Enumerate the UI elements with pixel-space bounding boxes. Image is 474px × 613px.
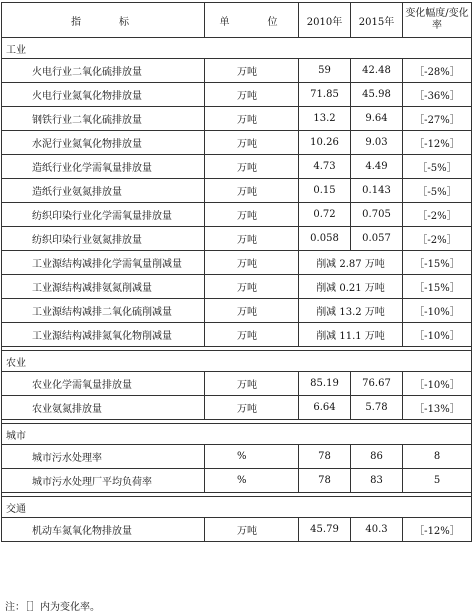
indicator-cell: 造纸行业氨氮排放量 bbox=[2, 179, 205, 203]
header-2015: 2015年 bbox=[351, 3, 403, 38]
rate-cell: ［-27%］ bbox=[403, 107, 472, 131]
unit-cell: 万吨 bbox=[205, 179, 299, 203]
rate-cell: ［-10%］ bbox=[403, 372, 472, 396]
unit-cell: 万吨 bbox=[205, 83, 299, 107]
rate-cell: ［-5%］ bbox=[403, 179, 472, 203]
value-2015-cell: 86 bbox=[351, 445, 403, 469]
rate-cell: ［-12%］ bbox=[403, 518, 472, 542]
table-row bbox=[2, 275, 472, 299]
rate-cell: ［-5%］ bbox=[403, 155, 472, 179]
unit-cell: 万吨 bbox=[205, 372, 299, 396]
unit-cell: 万吨 bbox=[205, 227, 299, 251]
value-2010-cell: 71.85 bbox=[299, 83, 351, 107]
unit-cell: 万吨 bbox=[205, 107, 299, 131]
indicator-cell: 火电行业二氧化硫排放量 bbox=[2, 59, 205, 83]
value-2015-cell: 42.48 bbox=[351, 59, 403, 83]
header-indicator: 指 标 bbox=[2, 3, 205, 38]
value-2015-cell: 4.49 bbox=[351, 155, 403, 179]
rate-cell: ［-15%］ bbox=[403, 251, 472, 275]
table-row bbox=[2, 445, 472, 469]
table-row bbox=[2, 323, 472, 347]
indicator-cell: 火电行业氮氧化物排放量 bbox=[2, 83, 205, 107]
emission-table bbox=[1, 2, 472, 542]
table-row bbox=[2, 179, 472, 203]
section-title: 交通 bbox=[2, 497, 472, 518]
indicator-cell: 水泥行业氮氧化物排放量 bbox=[2, 131, 205, 155]
indicator-cell: 纺织印染行业化学需氧量排放量 bbox=[2, 203, 205, 227]
value-2010-cell: 13.2 bbox=[299, 107, 351, 131]
reduction-cell: 削减 13.2 万吨 bbox=[299, 299, 403, 323]
unit-cell: 万吨 bbox=[205, 518, 299, 542]
value-2010-cell: 0.72 bbox=[299, 203, 351, 227]
indicator-cell: 城市污水处理厂平均负荷率 bbox=[2, 469, 205, 493]
table-row bbox=[2, 299, 472, 323]
table-row bbox=[2, 203, 472, 227]
document bbox=[1, 2, 471, 613]
value-2015-cell: 83 bbox=[351, 469, 403, 493]
indicator-cell: 工业源结构减排氨氮削减量 bbox=[2, 275, 205, 299]
rate-cell: ［-2%］ bbox=[403, 227, 472, 251]
value-2010-cell: 10.26 bbox=[299, 131, 351, 155]
table-row bbox=[2, 469, 472, 493]
table-row bbox=[2, 83, 472, 107]
value-2015-cell: 0.057 bbox=[351, 227, 403, 251]
section-row bbox=[2, 38, 472, 59]
header-2010: 2010年 bbox=[299, 3, 351, 38]
value-2010-cell: 78 bbox=[299, 445, 351, 469]
rate-cell: ［-2%］ bbox=[403, 203, 472, 227]
rate-cell: ［-13%］ bbox=[403, 396, 472, 420]
rate-cell: 8 bbox=[403, 445, 472, 469]
rate-cell: ［-12%］ bbox=[403, 131, 472, 155]
value-2015-cell: 9.03 bbox=[351, 131, 403, 155]
indicator-cell: 城市污水处理率 bbox=[2, 445, 205, 469]
header-row bbox=[2, 3, 472, 38]
unit-cell: 万吨 bbox=[205, 299, 299, 323]
reduction-cell: 削减 2.87 万吨 bbox=[299, 251, 403, 275]
table-row bbox=[2, 131, 472, 155]
indicator-cell: 钢铁行业二氧化硫排放量 bbox=[2, 107, 205, 131]
value-2010-cell: 45.79 bbox=[299, 518, 351, 542]
reduction-cell: 削减 11.1 万吨 bbox=[299, 323, 403, 347]
unit-cell: 万吨 bbox=[205, 203, 299, 227]
unit-cell: 万吨 bbox=[205, 396, 299, 420]
table-row bbox=[2, 251, 472, 275]
rate-cell: ［-10%］ bbox=[403, 323, 472, 347]
value-2015-cell: 0.705 bbox=[351, 203, 403, 227]
unit-cell: % bbox=[205, 445, 299, 469]
unit-cell: 万吨 bbox=[205, 251, 299, 275]
rate-cell: 5 bbox=[403, 469, 472, 493]
value-2010-cell: 6.64 bbox=[299, 396, 351, 420]
indicator-cell: 农业氨氮排放量 bbox=[2, 396, 205, 420]
section-row bbox=[2, 424, 472, 445]
section-title: 工业 bbox=[2, 38, 472, 59]
indicator-cell: 机动车氮氧化物排放量 bbox=[2, 518, 205, 542]
unit-cell: 万吨 bbox=[205, 275, 299, 299]
section-title: 城市 bbox=[2, 424, 472, 445]
table-row bbox=[2, 396, 472, 420]
unit-cell: % bbox=[205, 469, 299, 493]
indicator-cell: 工业源结构减排氮氧化物削减量 bbox=[2, 323, 205, 347]
value-2010-cell: 85.19 bbox=[299, 372, 351, 396]
value-2015-cell: 9.64 bbox=[351, 107, 403, 131]
header-rate: 变化幅度/变化率 bbox=[403, 3, 472, 38]
section-row bbox=[2, 351, 472, 372]
table-row bbox=[2, 518, 472, 542]
value-2015-cell: 40.3 bbox=[351, 518, 403, 542]
reduction-cell: 削减 0.21 万吨 bbox=[299, 275, 403, 299]
rate-cell: ［-15%］ bbox=[403, 275, 472, 299]
indicator-cell: 工业源结构减排化学需氧量削减量 bbox=[2, 251, 205, 275]
unit-cell: 万吨 bbox=[205, 155, 299, 179]
value-2015-cell: 45.98 bbox=[351, 83, 403, 107]
value-2010-cell: 4.73 bbox=[299, 155, 351, 179]
unit-cell: 万吨 bbox=[205, 59, 299, 83]
value-2015-cell: 76.67 bbox=[351, 372, 403, 396]
table-row bbox=[2, 372, 472, 396]
section-title: 农业 bbox=[2, 351, 472, 372]
table-note: 注：［］内为变化率。 bbox=[5, 602, 100, 613]
section-row bbox=[2, 497, 472, 518]
indicator-cell: 农业化学需氧量排放量 bbox=[2, 372, 205, 396]
header-unit: 单 位 bbox=[205, 3, 299, 38]
rate-cell: ［-10%］ bbox=[403, 299, 472, 323]
unit-cell: 万吨 bbox=[205, 323, 299, 347]
indicator-cell: 纺织印染行业氨氮排放量 bbox=[2, 227, 205, 251]
rate-cell: ［-28%］ bbox=[403, 59, 472, 83]
value-2010-cell: 59 bbox=[299, 59, 351, 83]
indicator-cell: 工业源结构减排二氧化硫削减量 bbox=[2, 299, 205, 323]
value-2015-cell: 5.78 bbox=[351, 396, 403, 420]
indicator-cell: 造纸行业化学需氧量排放量 bbox=[2, 155, 205, 179]
table-row bbox=[2, 107, 472, 131]
unit-cell: 万吨 bbox=[205, 131, 299, 155]
rate-cell: ［-36%］ bbox=[403, 83, 472, 107]
table-row bbox=[2, 155, 472, 179]
table-row bbox=[2, 59, 472, 83]
value-2010-cell: 0.15 bbox=[299, 179, 351, 203]
value-2015-cell: 0.143 bbox=[351, 179, 403, 203]
table-row bbox=[2, 227, 472, 251]
value-2010-cell: 78 bbox=[299, 469, 351, 493]
value-2010-cell: 0.058 bbox=[299, 227, 351, 251]
